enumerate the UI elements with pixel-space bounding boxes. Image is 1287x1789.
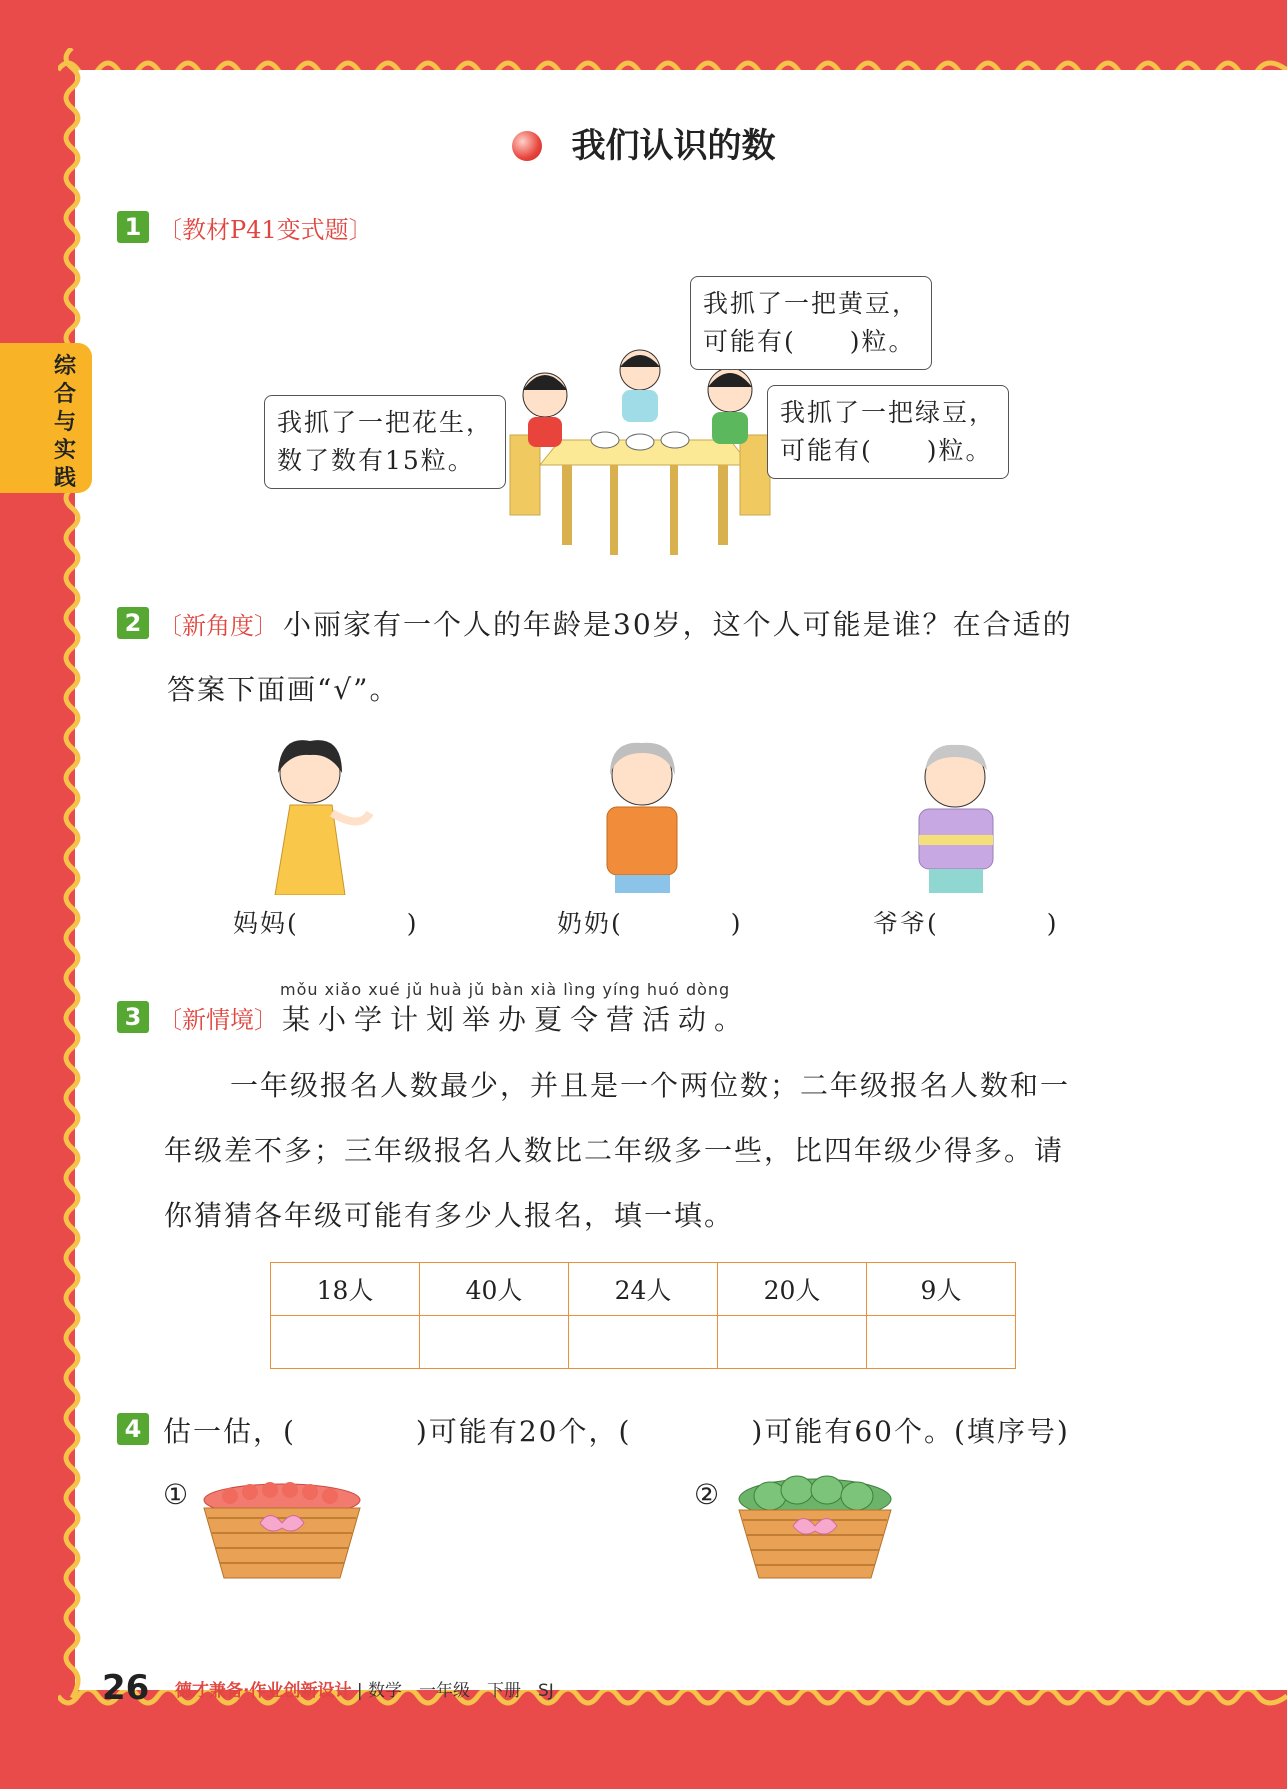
question-4-number: 4 bbox=[117, 1413, 149, 1445]
item-2-marker: ② bbox=[694, 1478, 722, 1511]
footer-brand: 德才兼备·作业创新设计 bbox=[175, 1681, 352, 1701]
answer-cell[interactable] bbox=[718, 1316, 867, 1369]
question-3-title: 某小学计划举办夏令营活动。 bbox=[282, 1003, 751, 1036]
question-3-para-line3: 你猜猜各年级可能有多少人报名，填一填。 bbox=[164, 1199, 735, 1232]
table-header-cell: 9人 bbox=[867, 1263, 1016, 1316]
answer-cell[interactable] bbox=[420, 1316, 569, 1369]
page-title: 我们认识的数 bbox=[0, 118, 1287, 167]
question-1-tag: 〔教材P41变式题〕 bbox=[158, 216, 373, 244]
question-4-text: 估一估，( )可能有20个，( )可能有60个。(填序号) bbox=[163, 1415, 1070, 1448]
question-3-number: 3 bbox=[117, 1001, 149, 1033]
answer-cell[interactable] bbox=[271, 1316, 420, 1369]
question-3-pinyin: mǒu xiǎo xué jǔ huà jǔ bàn xià lìng yíng huó dòng bbox=[280, 980, 731, 999]
section-tab bbox=[0, 343, 92, 493]
table-header-cell: 18人 bbox=[271, 1263, 420, 1316]
answer-cell[interactable] bbox=[569, 1316, 718, 1369]
table-header-row bbox=[271, 1263, 1016, 1316]
table-answer-row bbox=[271, 1316, 1016, 1369]
question-2-line1: 小丽家有一个人的年龄是30岁，这个人可能是谁？在合适的 bbox=[283, 608, 1073, 641]
title-bullet-icon bbox=[512, 131, 542, 161]
grandmother-illustration bbox=[595, 735, 690, 895]
strawberry-basket-illustration bbox=[200, 1478, 365, 1586]
mother-illustration bbox=[260, 735, 380, 895]
option-grandfather[interactable]: 爷爷( ) bbox=[873, 909, 1059, 938]
option-grandmother[interactable]: 奶奶( ) bbox=[557, 909, 743, 938]
kids-at-table-illustration bbox=[500, 345, 780, 560]
speech-bubble-mungbeans: 我抓了一把绿豆， 可能有( )粒。 bbox=[767, 385, 1009, 479]
option-mother[interactable]: 妈妈( ) bbox=[233, 909, 419, 938]
watermelon-basket-illustration bbox=[735, 1474, 895, 1586]
speech-bubble-peanuts: 我抓了一把花生， 数了数有15粒。 bbox=[264, 395, 506, 489]
question-3-tag: 〔新情境〕 bbox=[158, 1006, 278, 1034]
question-2-line2: 答案下面画“√”。 bbox=[167, 673, 400, 706]
table-header-cell: 24人 bbox=[569, 1263, 718, 1316]
table-header-cell: 20人 bbox=[718, 1263, 867, 1316]
table-header-cell: 40人 bbox=[420, 1263, 569, 1316]
answer-cell[interactable] bbox=[867, 1316, 1016, 1369]
section-tab-label: 综合与实践 bbox=[53, 354, 76, 491]
question-1-number: 1 bbox=[117, 211, 149, 243]
footer-book-info: 数学 一年级 下册 SJ bbox=[368, 1681, 554, 1701]
grandfather-illustration bbox=[905, 735, 1010, 900]
footer-info: 德才兼备·作业创新设计 | 数学 一年级 下册 SJ bbox=[175, 1681, 554, 1701]
question-3-para-line2: 年级差不多；三年级报名人数比二年级多一些，比四年级少得多。请 bbox=[164, 1134, 1065, 1167]
page-number: 26 bbox=[102, 1668, 150, 1708]
question-2-tag: 〔新角度〕 bbox=[158, 612, 278, 640]
wavy-border-left bbox=[52, 48, 82, 1698]
item-1-marker: ① bbox=[163, 1478, 191, 1511]
question-2-number: 2 bbox=[117, 607, 149, 639]
speech-bubble-soybeans: 我抓了一把黄豆， 可能有( )粒。 bbox=[690, 276, 932, 370]
question-3-para-line1: 一年级报名人数最少，并且是一个两位数；二年级报名人数和一 bbox=[230, 1069, 1071, 1102]
registration-table bbox=[270, 1262, 1016, 1369]
